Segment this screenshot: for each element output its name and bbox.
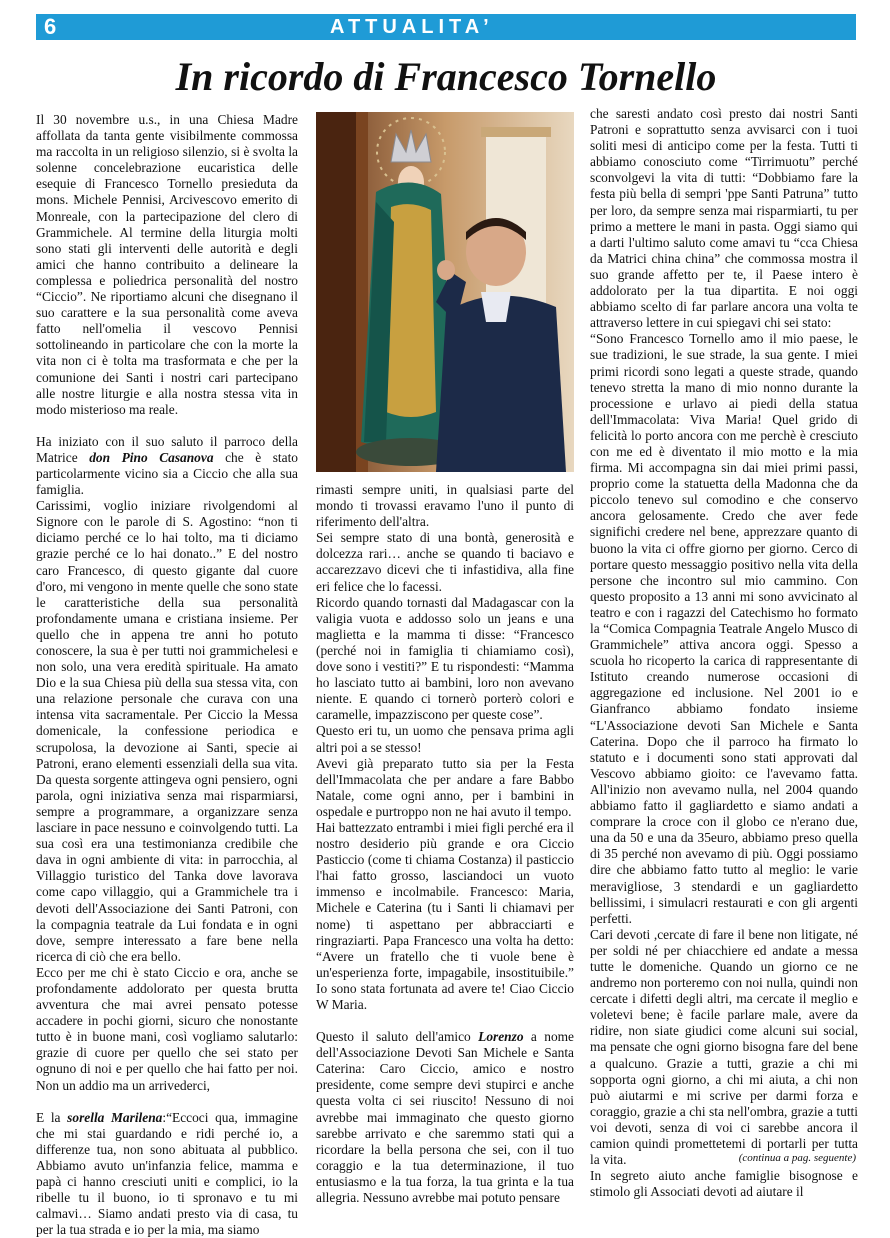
speaker-name: sorella Marilena xyxy=(67,1109,163,1125)
speaker-name: Lorenzo xyxy=(478,1029,524,1045)
paragraph: Ricordo quando tornasti dal Madagascar con la valigia vuota e addosso solo un jeans e una maglietta e la mamma ti disse: “Francesco (perché noi in famiglia ti chiamiamo così), dove sono i vestiti?” E tu rispondesti: “Mamma ho lasciato tutto ai bambini, loro non avevano niente. E quando ci tornerò porterò colori e caramelle, impazziscono per queste cose”. xyxy=(316,594,574,723)
paragraph: Ecco per me chi è stato Ciccio e ora, anche se profondamente addolorato per questa brutta avventura che mai avrei pensato potesse accadere in pochi giorni, sicuro che nonostante tutto è in buone mani, così vogliamo salutarlo: grazie di cuore per quello che sei stato per ognuno di noi e per quello che hai fatto per noi. Non un addio ma un arrivederci, xyxy=(36,964,298,1093)
paragraph: Sei sempre stato di una bontà, generosità e dolcezza rari… anche se quando ti baciavo e accarezzavo dicevi che ti infastidiva, alla fine eri felice che lo facessi. xyxy=(316,530,574,594)
speaker-name: don Pino Casanova xyxy=(89,449,214,465)
section-title: ATTUALITA’ xyxy=(330,16,494,38)
article-headline: In ricordo di Francesco Tornello xyxy=(175,54,717,99)
article-column-1 xyxy=(36,112,298,1238)
paragraph: Ha iniziato con il suo saluto il parroco della Matrice don Pino Casanova che è stato particolarmente vicino sia a Ciccio che alla sua famiglia. xyxy=(36,433,299,498)
paragraph: che saresti andato così presto dai nostri Santi Patroni e soprattutto senza avvisarci con i tuoi soliti mesi di anticipo come per la festa. Tutti ti abbiamo conosciuto come “Tirrimuotu” perché sconvolgevi la vita di tutti: “Dobbiamo fare la festa più bella di sempri 'ppe Santi Patruna” tutto per loro, da sempre senza mai risparmiarti, tu per primo a mettere le mani in pasta. Oggi siamo qui a darti l'ultimo saluto come amavi tu “cca Chiesa da Matrici china china” che commossa mostra il suo grande affetto per te, il Paese intero è addolorato per la tua dipartita. E noi oggi abbiamo scelto di far parlare ancora una volta te attraverso lettere in cui spiegavi chi sei stato: xyxy=(590,106,858,331)
article-photo xyxy=(316,112,574,472)
paragraph: Carissimi, voglio iniziare rivolgendomi al Signore con le parole di S. Agostino: “non ti diciamo perché ce lo hai tolto, ma ti diciamo grazie perché ce lo hai donato..” E del nostro caro Francesco, di questo gigante dal cuore d'oro, mi vengono in mente quelle che sono state le caratteristiche della sua personalità profondamente umana e cristiana insieme. Per quello che in appena tre anni ho potuto conoscere, la sua è per tutti noi grammichelesi e non solo, una vera eredità spirituale. Ha amato Dio e la sua Chiesa più della sua stessa vita, con una relazione personale che curava con una intensa vita sacramentale. Per Ciccio la Messa domenicale, la confessione periodica e scrupolosa, la devozione ai Santi, specie ai Patroni, erano elementi essenziali della sua vita. Da questa sorgente attingeva ogni pensiero, ogni parola, ogni iniziativa senza mai risparmiarsi, sempre a programmare, a organizzare senza lasciare in pace nessuno e coinvolgendo tutti. La sua così era una testimonianza credibile che dava in ogni ambiente di vita: in parrocchia, al Villaggio turistico del Tanka dove lavorava come capo villaggio, qui a Grammichele tra i devoti dell'Associazione dei Santi Patroni, con la compagnia teatrale da Lui fondata e in ogni dove, sempre interessato a fare bene nella ricerca di ciò che era bello. xyxy=(36,498,298,964)
paragraph: “Sono Francesco Tornello amo il mio paese, le sue tradizioni, le sue strade, la sua gente. I miei primi ricordi sono legati a queste strade, quando tenevo stretta la mano di mio nonno durante la processione e urlavo ai piedi della statua dell'Immacolata: Viva Maria! Quel grido di felicità lo porto ancora con me perchè è cresciuto con me ed è diventato il mio motto e la mia firma. Mi accompagna sin dai miei primi passi, proprio come la statuetta della Madonna che da piccolo tenevo sul comodino e che conservo ancora gelosamente. Credo che aver fede significhi credere nel bene, apprezzare quanto di buono la vita ci offre giorno per giorno. Cerco di portare questo messaggio positivo nella vita della persone che incontro sul mio cammino. Con questo proposito a 13 anni mi sono avvicinato al teatro e con i ragazzi del Catechismo ho formato la “Comica Compagnia Teatrale Angelo Musco di Grammichele” attiva ancora oggi. Spesso a scuola ho ricoperto la carica di rappresentante di Istituto creando numerose occasioni di aggregazione ed inclusione. Nel 2001 io e Gianfranco abbiamo fondato insieme “L'Associazione devoti San Michele e Santa Caterina. Dopo che il parroco ha firmato lo statuto e i documenti sono stati approvati dal Vescovo abbiamo gioito: ce l'avevamo fatta. All'inizio non avevamo nulla, nel 2004 quando abbiamo fatto il gagliardetto e siamo andati a comprare la croce con il globo ce n'erano due, una da 50 e una da 35euro, abbiamo preso quella di 35 perché non avevamo di più. Oggi possiamo dire che abbiamo fatto tutto al meglio: le varie meravigliose, 3 stendardi e un gagliardetto bellissimi, i simulacri restaurati e con gli argenti perfetti. xyxy=(590,331,858,926)
page-number: 6 xyxy=(44,14,57,39)
continued-note: (continua a pag. seguente) xyxy=(738,1152,856,1164)
paragraph: Avevi già preparato tutto sia per la Festa dell'Immacolata che per andare a fare Babbo Natale, come ogni anno, per i bambini in ospedale e purtroppo non ne hai avuto il tempo. xyxy=(316,755,574,819)
paragraph: Hai battezzato entrambi i miei figli perché era il nostro desiderio più grande e ora Ciccio Pasticcio (come ti chiama Costanza) il pasticcio l'hai fatto grosso, lasciandoci un vuoto immenso e incolmabile. Francesco: Maria, Michele e Caterina (tu i Santi li chiamavi per nome) ti aspettano per abbracciarti e ringraziarti. Papa Francesco una volta ha detto: “Avere un fratello che ti vuole bene è un'esperienza forte, impagabile, insostituibile.” Io sono stata fortunata ad avere te! Ciao Ciccio W Maria. xyxy=(316,819,574,1012)
article-column-3 xyxy=(590,106,858,1200)
paragraph: Questo eri tu, un uomo che pensava prima agli altri poi a se stesso! xyxy=(316,723,574,755)
paragraph: In segreto aiuto anche famiglie bisognose e stimolo gli Associati devoti ad aiutare il xyxy=(590,1168,858,1200)
paragraph: rimasti sempre uniti, in qualsiasi parte del mondo ti trovassi eravamo l'uno il punto di riferimento dell'altra. xyxy=(316,482,574,530)
article-column-2 xyxy=(316,482,574,1206)
paragraph: Questo il saluto dell'amico Lorenzo a nome dell'Associazione Devoti San Michele e Santa Caterina: Caro Ciccio, amico e nostro presidente, come sempre devi stupirci e anche questa volta ci sei riuscito! Nessuno di noi avrebbe mai immaginato che questo giorno sarebbe arrivato e che saremmo stati qui a ricordare la bella persona che sei, con il tuo coraggio e la tua determinazione, il tuo entusiasmo e la tua forza, la tua grinta e la tua allegria. Nessuno avrebbe mai potuto pensare xyxy=(316,1029,575,1206)
paragraph: E la sorella Marilena:“Eccoci qua, immagine che mi stai guardando e ridi perché io, a differenze tua, non sono abituata al pubblico. Abbiamo avuto un'infanzia felice, mamma e papà ci hanno cresciuti uniti e complici, io la ribelle tu il buono, io ti spronavo e tu mi calmavi… Siamo andati presto via di casa, tu per la tua strada e io per la mia, ma siamo xyxy=(36,1109,298,1238)
paragraph: Il 30 novembre u.s., in una Chiesa Madre affollata da tanta gente visibilmente commossa ma raccolta in un religioso silenzio, si è svolta la solenne concelebrazione eucaristica delle esequie di Francesco Tornello presieduta da mons. Michele Pennisi, Arcivescovo emerito di Monreale, con la partecipazione del clero di Grammichele. Al termine della liturgia molti sono stati gli interventi delle autorità e degli amici che hanno contribuito a delineare la complessa e poliedrica personalità del nostro “Ciccio”. Ne riportiamo alcuni che disegnano il suo carattere e la sua personalità come aveva fatto nell'omelia il vescovo Pennisi sottolineando in particolare che con la morte la vita non ci è tolta ma trasformata e che per la comunione dei Santi i nostri cari partecipano alle nostre liturgie e alla nostra stessa vita in modo misterioso ma reale. xyxy=(36,112,298,417)
photo-man-with-madonna-statue xyxy=(316,112,574,472)
paragraph: Cari devoti ,cercate di fare il bene non litigate, né per soldi né per chiacchiere ed andate a messa tutte le domeniche. Quando un giorno ce ne andremo non porteremo con noi nulla, quindi non cercate i difetti degli altri, ma cercate il meglio e voletevi bene; è facile parlare male, avere da ridire, non siate giudici come alcuni sui social, ma pensate che ogni giorno bisogna fare del bene a qualcuno. Grazie a tutti, grazie a chi mi sopporta ogni giorno, a chi mi aiuta, a chi non può aiutarmi e mi scrive per darmi forza e coraggio, grazie a chi sta nell'ombra, grazie a tutti voi devoti, senza di voi ci sarebbe ancora il camion quindi promettetemi di portarli per tutta la vita. xyxy=(590,926,858,1168)
